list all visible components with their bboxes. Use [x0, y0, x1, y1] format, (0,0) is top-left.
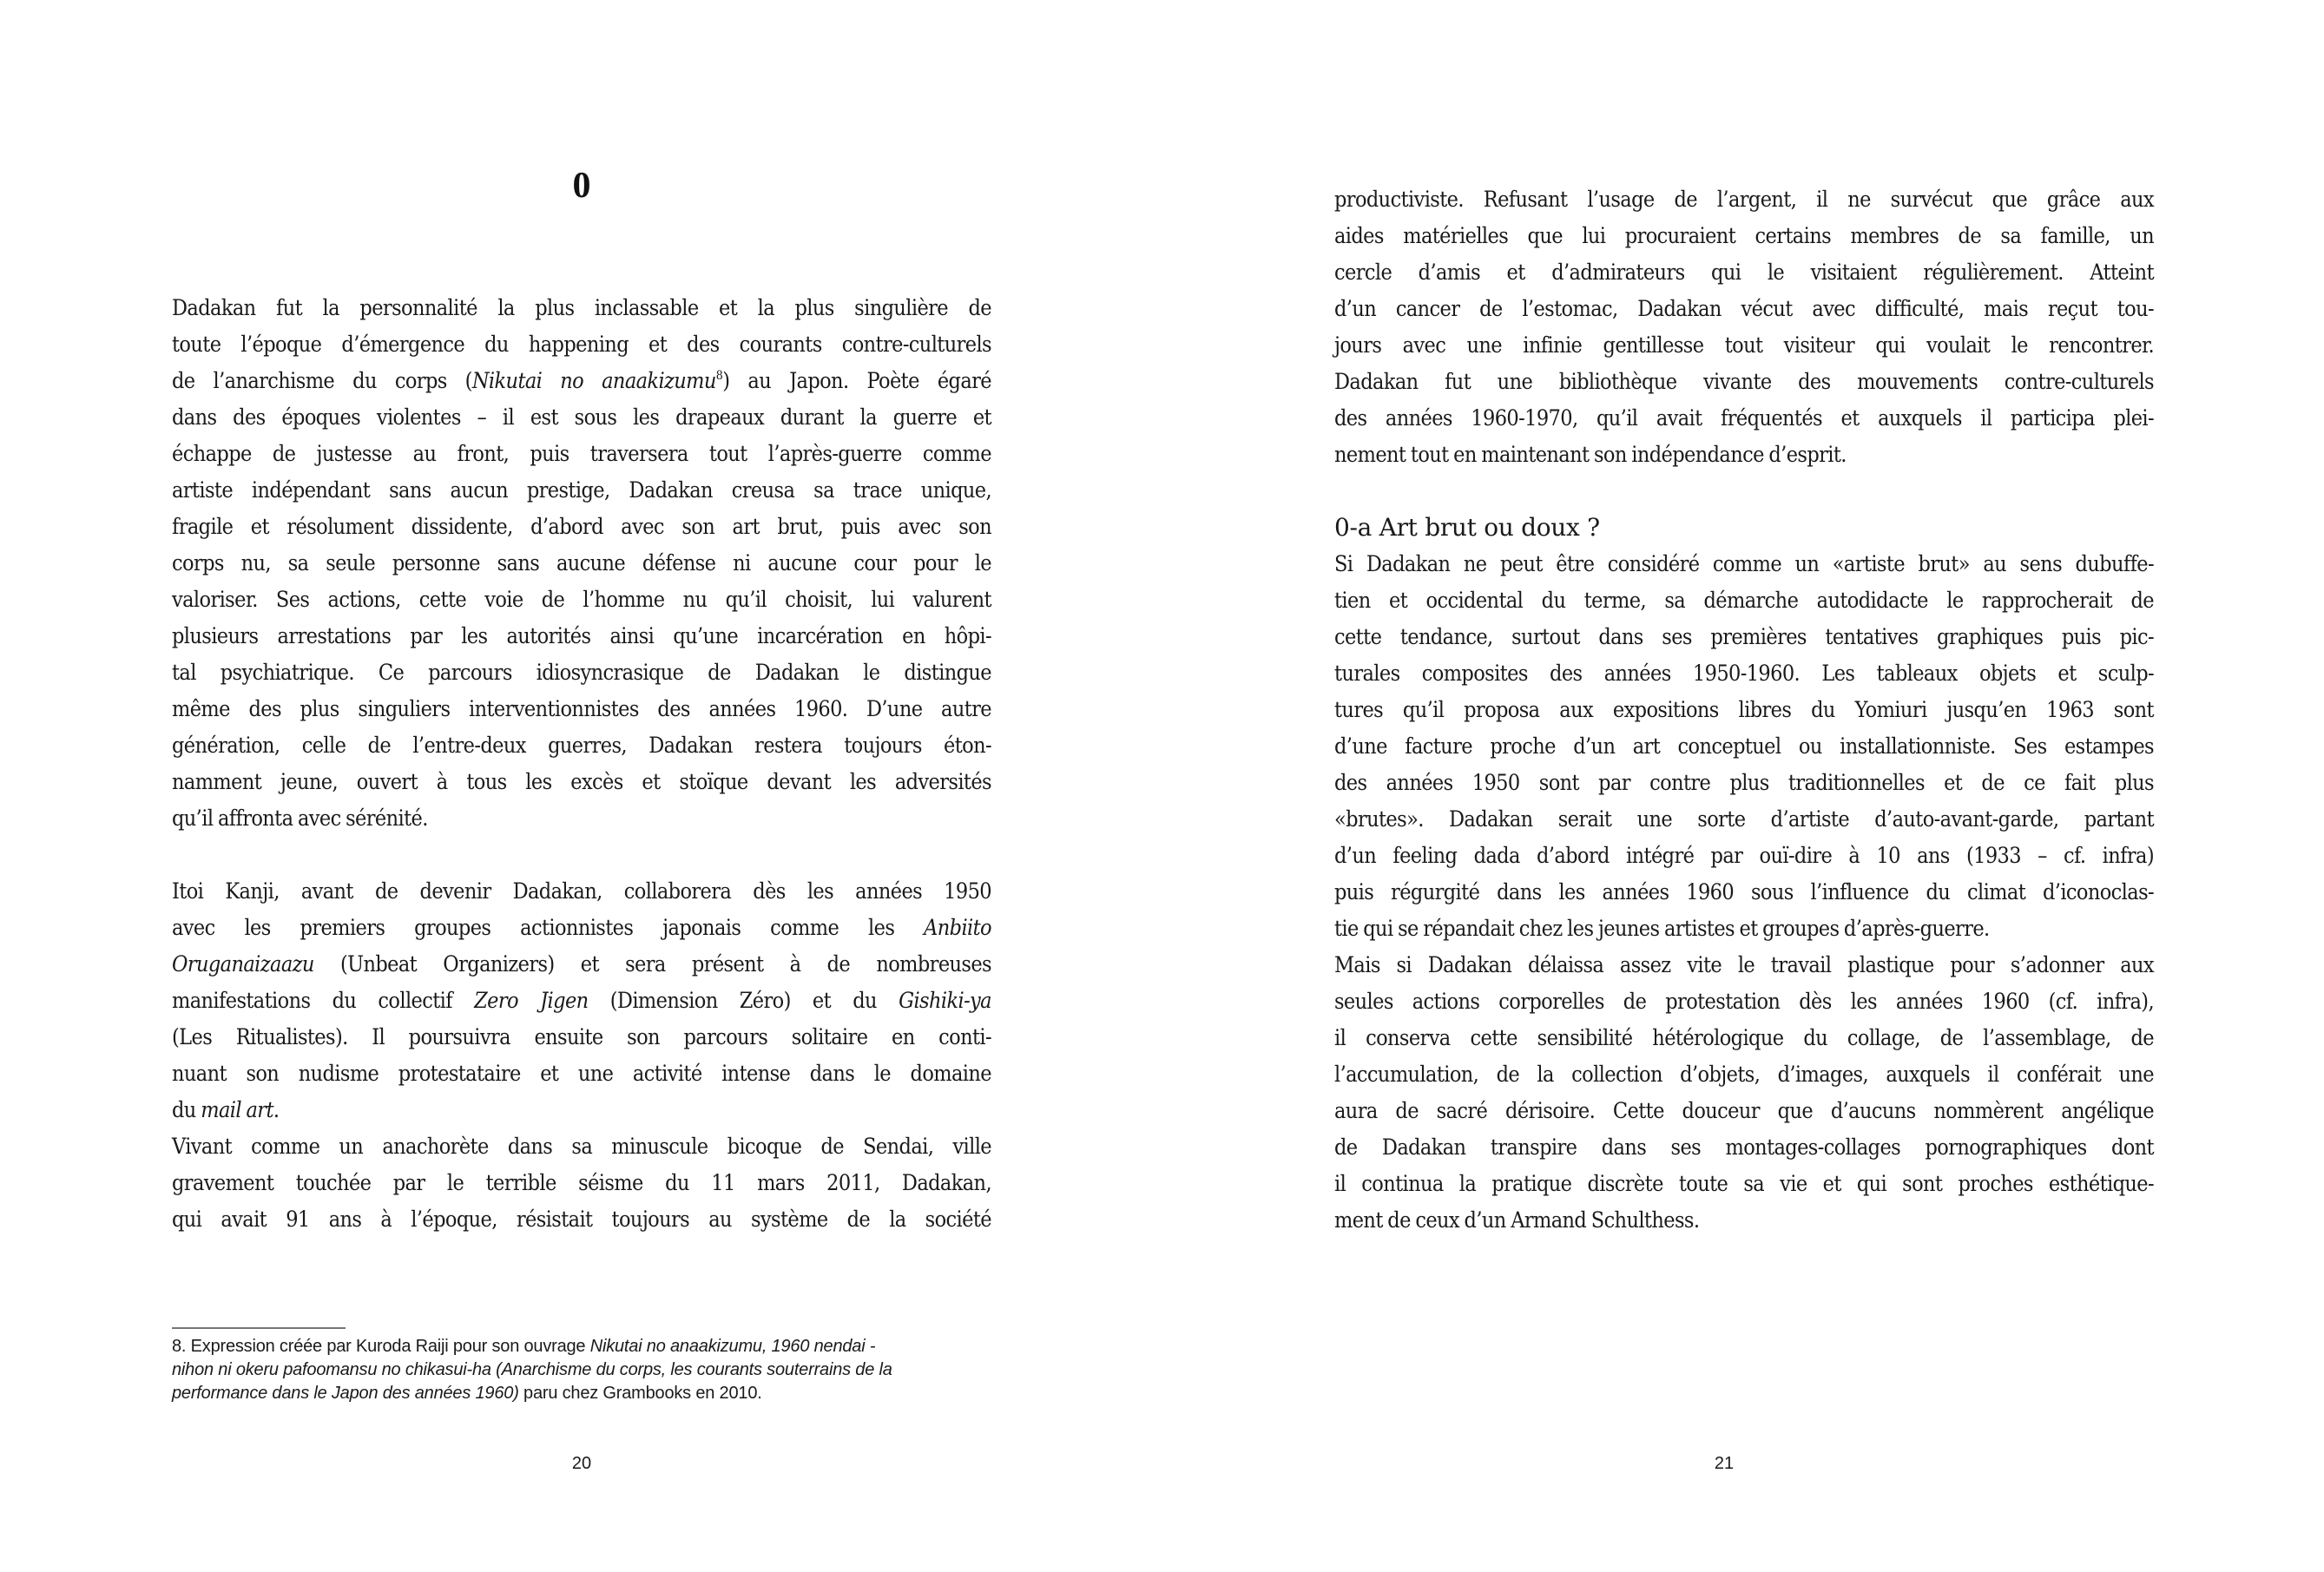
text-line: il conserva cette sensibilité hétérologique du collage, de l’assemblage, de — [1334, 1025, 2154, 1050]
text-line: qu’il affronta avec sérénité. — [172, 806, 428, 831]
footnote-line: performance dans le Japon des années 1960) paru chez Grambooks en 2010. — [172, 1384, 762, 1403]
italic-title: Zero Jigen — [474, 988, 589, 1013]
text-line: manifestations du collectif Zero Jigen (Dimension Zéro) et du Gishiki-ya — [172, 988, 991, 1013]
text-line: d’un feeling dada d’abord intégré par ouï-dire à 10 ans (1933 – cf. infra) — [1334, 843, 2154, 868]
footnote-ref[interactable]: 8 — [715, 369, 723, 383]
text-line: namment jeune, ouvert à tous les excès et stoïque devant les adversités — [172, 769, 991, 794]
text-line: des années 1950 sont par contre plus traditionnelles et de ce fait plus — [1334, 770, 2154, 795]
text-line: corps nu, sa seule personne sans aucune défense ni aucune cour pour le — [172, 550, 991, 576]
italic-title: mail art — [201, 1097, 273, 1122]
chapter-number: 0 — [572, 166, 591, 206]
text-line: échappe de justesse au front, puis traversera tout l’après-guerre comme — [172, 441, 991, 466]
footnote-line: nihon ni okeru pafoomansu no chikasui-ha (Anarchisme du corps, les courants souterrains de la — [172, 1360, 892, 1379]
text-line: nement tout en maintenant son indépendance d’esprit. — [1334, 442, 1847, 467]
text-line: Dadakan fut la personnalité la plus inclassable et la plus singulière de — [172, 295, 991, 320]
text-line: l’accumulation, de la collection d’objets, d’images, auxquels il conférait une — [1334, 1062, 2154, 1087]
text-line: de Dadakan transpire dans ses montages-collages pornographiques dont — [1334, 1135, 2154, 1160]
page-number: 21 — [1714, 1454, 1735, 1473]
text-line: gravement touchée par le terrible séisme du 11 mars 2011, Dadakan, — [172, 1170, 991, 1195]
text-line: nuant son nudisme protestataire et une activité intense dans le domaine — [172, 1061, 991, 1086]
right-page — [1162, 0, 2324, 1572]
text-line: toute l’époque d’émergence du happening et des courants contre-culturels — [172, 332, 991, 357]
text-line: fragile et résolument dissidente, d’abord avec son art brut, puis avec son — [172, 514, 991, 539]
italic-title: Gishiki-ya — [899, 988, 991, 1013]
paragraph-gap — [1334, 473, 2154, 510]
text-line: de l’anarchisme du corps (Nikutai no anaakizumu$^8$) au Japon. Poète égaré — [172, 368, 991, 393]
text-line: tal psychiatrique. Ce parcours idiosyncrasique de Dadakan le distingue — [172, 660, 991, 685]
italic-title: Anbiito — [924, 915, 991, 940]
text-line: «brutes». Dadakan serait une sorte d’artiste d’auto-avant-garde, partant — [1334, 806, 2154, 832]
footnote-line: 8. Expression créée par Kuroda Raiji pour son ouvrage Nikutai no anaakizumu, 1960 nendai - — [172, 1337, 876, 1356]
text-line: tien et occidental du terme, sa démarche autodidacte le rapprocherait de — [1334, 588, 2154, 613]
text-line: puis régurgité dans les années 1960 sous l’influence du climat d’iconoclas- — [1334, 879, 2154, 904]
text-line: d’une facture proche d’un art conceptuel ou installationniste. Ses estampes — [1334, 733, 2154, 759]
text-line: (Les Ritualistes). Il poursuivra ensuite son parcours solitaire en conti- — [172, 1024, 991, 1049]
text-line: plusieurs arrestations par les autorités ainsi qu’une incarcération en hôpi- — [172, 623, 991, 648]
text-line: avec les premiers groupes actionnistes japonais comme les Anbiito — [172, 915, 991, 940]
text-line: dans des époques violentes – il est sous les drapeaux durant la guerre et — [172, 405, 991, 430]
text-line: cette tendance, surtout dans ses premières tentatives graphiques puis pic- — [1334, 624, 2154, 649]
text-line: aides matérielles que lui procuraient certains membres de sa famille, un — [1334, 223, 2154, 248]
text-line: même des plus singuliers interventionnistes des années 1960. D’une autre — [172, 696, 991, 721]
italic-title: Nikutai no anaakizumu — [471, 368, 716, 393]
text-line: tures qu’il proposa aux expositions libres du Yomiuri jusqu’en 1963 sont — [1334, 697, 2154, 722]
text-line: du mail art. — [172, 1097, 280, 1122]
text-line: turales composites des années 1950-1960. Les tableaux objets et sculp- — [1334, 661, 2154, 686]
text-line: Si Dadakan ne peut être considéré comme un «artiste brut» au sens dubuffe- — [1334, 551, 2154, 576]
text-line: jours avec une infinie gentillesse tout visiteur qui voulait le rencontrer. — [1334, 332, 2154, 358]
italic-title: Oruganaizaazu — [172, 951, 314, 977]
text-line: Oruganaizaazu (Unbeat Organizers) et sera présent à de nombreuses — [172, 951, 991, 977]
text-line: il continua la pratique discrète toute sa vie et qui sont proches esthétique- — [1334, 1171, 2154, 1196]
right-body-text — [1334, 181, 2154, 1239]
text-line: Mais si Dadakan délaissa assez vite le travail plastique pour s’adonner aux — [1334, 952, 2154, 977]
text-line: qui avait 91 ans à l’époque, résistait toujours au système de la société — [172, 1207, 991, 1232]
section-heading: 0-a Art brut ou doux ? — [1334, 513, 1600, 542]
text-line: Dadakan fut une bibliothèque vivante des mouvements contre-culturels — [1334, 369, 2154, 394]
footnote-divider — [172, 1327, 346, 1329]
text-line: des années 1960-1970, qu’il avait fréquentés et auxquels il participa plei- — [1334, 405, 2154, 431]
text-line: Itoi Kanji, avant de devenir Dadakan, collaborera dès les années 1950 — [172, 878, 991, 904]
text-line: Vivant comme un anachorète dans sa minuscule bicoque de Sendai, ville — [172, 1134, 991, 1159]
text-line: aura de sacré dérisoire. Cette douceur que d’aucuns nommèrent angélique — [1334, 1098, 2154, 1123]
text-line: tie qui se répandait chez les jeunes artistes et groupes d’après-guerre. — [1334, 916, 1990, 941]
text-line: productiviste. Refusant l’usage de l’argent, il ne survécut que grâce aux — [1334, 187, 2154, 212]
text-line: génération, celle de l’entre-deux guerres, Dadakan restera toujours éton- — [172, 733, 991, 758]
text-line: ment de ceux d’un Armand Schulthess. — [1334, 1207, 1700, 1233]
paragraph-gap — [172, 837, 991, 873]
page-number: 20 — [571, 1454, 592, 1473]
left-body-text — [172, 290, 991, 1238]
text-line: cercle d’amis et d’admirateurs qui le visitaient régulièrement. Atteint — [1334, 260, 2154, 285]
text-line: d’un cancer de l’estomac, Dadakan vécut avec difficulté, mais reçut tou- — [1334, 296, 2154, 321]
footnote — [172, 1335, 997, 1405]
text-line: seules actions corporelles de protestation dès les années 1960 (cf. infra), — [1334, 989, 2154, 1014]
text-line: valoriser. Ses actions, cette voie de l’homme nu qu’il choisit, lui valurent — [172, 587, 991, 612]
text-line: artiste indépendant sans aucun prestige, Dadakan creusa sa trace unique, — [172, 477, 991, 503]
